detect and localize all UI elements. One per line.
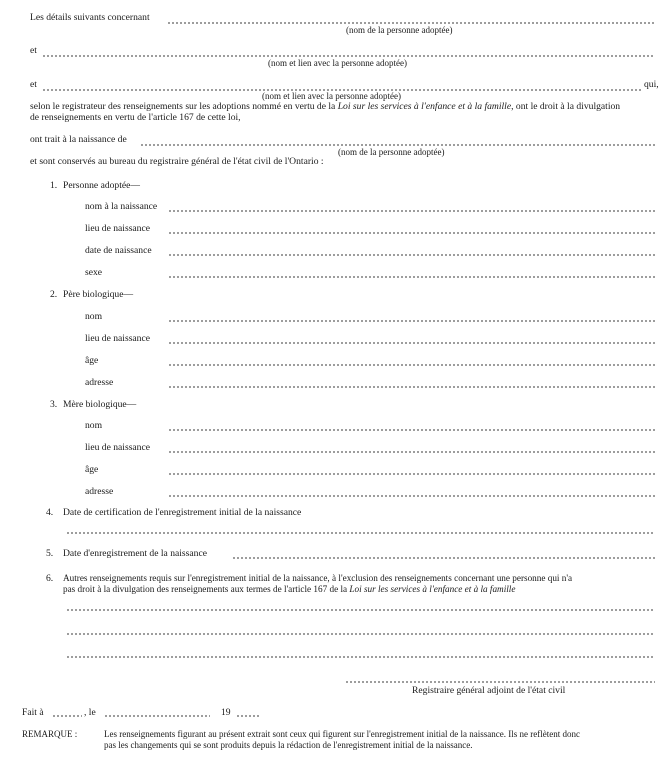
item-6-dots-line2[interactable] xyxy=(66,633,655,635)
section-1-field-dots[interactable] xyxy=(168,210,655,212)
item-5-number: 5. xyxy=(46,548,54,559)
section-3-number: 3. xyxy=(50,399,58,410)
intro-line1-caption: (nom de la personne adoptée) xyxy=(346,25,453,35)
intro-line3-caption: (nom et lien avec la personne adoptée) xyxy=(262,91,401,101)
section-2-field-dots[interactable] xyxy=(168,386,655,388)
fait-place-dots[interactable] xyxy=(52,715,82,717)
section-2-field-dots[interactable] xyxy=(168,342,655,344)
intro-line4-caption: (nom de la personne adoptée) xyxy=(338,147,445,157)
item-6-text-line2 xyxy=(63,584,515,595)
item-4-number: 4. xyxy=(46,507,54,518)
intro-line1-label: Les détails suivants concernant xyxy=(30,12,150,23)
section-2-field-label: nom xyxy=(85,311,103,322)
intro-paragraph-line1 xyxy=(30,101,620,112)
item-6-text-part-b: pas droit à la divulgation des renseignements aux termes de l'article 167 de la xyxy=(63,584,350,594)
intro-line1-dots[interactable] xyxy=(167,22,655,24)
section-1-number: 1. xyxy=(50,180,58,191)
item-6-text-line1: Autres renseignements requis sur l'enregistrement initial de la naissance, à l'exclusion des renseignements concernant une personne qui n'a xyxy=(63,573,573,583)
section-3-field-dots[interactable] xyxy=(168,429,655,431)
section-2-field-label: lieu de naissance xyxy=(85,333,150,344)
section-2-field-dots[interactable] xyxy=(168,320,655,322)
section-2-field-label: âge xyxy=(85,355,99,366)
intro-line3-tail: qui, xyxy=(644,79,659,90)
year-dots[interactable] xyxy=(236,715,260,717)
intro-paragraph-line2: de renseignements en vertu de l'article 167 de cette loi, xyxy=(30,112,241,123)
section-1-field-dots[interactable] xyxy=(168,232,655,234)
intro-line2-caption: (nom et lien avec la personne adoptée) xyxy=(268,58,407,68)
intro-line2-dots[interactable] xyxy=(42,55,655,57)
intro-line5: et sont conservés au bureau du registraire général de l'état civil de l'Ontario : xyxy=(30,156,324,167)
intro-line3-label: et xyxy=(30,79,37,90)
remarque-line1: Les renseignements figurant au présent extrait sont ceux qui figurent sur l'enregistrement initial de la naissance. Ils ne reflètent donc xyxy=(104,729,580,739)
section-3-title: Mère biologique— xyxy=(63,399,137,410)
section-2-number: 2. xyxy=(50,289,58,300)
remarque-line2: pas les changements qui se sont produits depuis la rédaction de l'enregistrement initial de la naissance. xyxy=(104,740,473,750)
section-3-field-dots[interactable] xyxy=(168,451,655,453)
section-2-field-dots[interactable] xyxy=(168,364,655,366)
item-5-label: Date d'enregistrement de la naissance xyxy=(63,548,207,559)
section-3-field-dots[interactable] xyxy=(168,495,655,497)
item-4-dots[interactable] xyxy=(66,532,655,534)
year-label: 19 xyxy=(221,707,231,718)
remarque-label: REMARQUE : xyxy=(22,729,78,739)
section-1-field-dots[interactable] xyxy=(168,276,655,278)
section-2-title: Père biologique— xyxy=(63,289,134,300)
section-1-field-dots[interactable] xyxy=(168,254,655,256)
intro-line2-label: et xyxy=(30,45,37,56)
signature-title: Registraire général adjoint de l'état civil xyxy=(412,685,566,696)
section-3-field-dots[interactable] xyxy=(168,473,655,475)
section-3-field-label: lieu de naissance xyxy=(85,442,150,453)
section-3-field-label: adresse xyxy=(85,486,114,497)
intro-paragraph-part-b: , ont le droit à la divulgation xyxy=(511,101,621,112)
le-label: , le xyxy=(84,707,96,718)
item-6-dots-line1[interactable] xyxy=(66,609,655,611)
section-1-field-label: nom à la naissance xyxy=(85,201,158,212)
section-3-field-label: nom xyxy=(85,420,103,431)
section-2-field-label: adresse xyxy=(85,377,114,388)
section-1-title: Personne adoptée— xyxy=(63,180,140,191)
intro-line4-label: ont trait à la naissance de xyxy=(30,134,127,145)
signature-dots[interactable] xyxy=(345,681,655,683)
intro-line4-dots[interactable] xyxy=(140,144,655,146)
section-1-field-label: sexe xyxy=(85,267,103,278)
item-6-dots-line3[interactable] xyxy=(66,656,655,658)
section-1-field-label: lieu de naissance xyxy=(85,223,150,234)
item-6-law: Loi sur les services à l'enfance et à la famille xyxy=(349,584,516,594)
item-6-number: 6. xyxy=(46,573,54,584)
fait-label: Fait à xyxy=(22,707,44,718)
intro-paragraph-law: Loi sur les services à l'enfance et à la famille xyxy=(337,101,512,112)
item-5-dots[interactable] xyxy=(232,557,655,559)
item-4-label: Date de certification de l'enregistrement initial de la naissance xyxy=(63,507,302,518)
intro-paragraph-part-a: selon le registrateur des renseignements sur les adoptions nommé en vertu de la xyxy=(30,101,338,112)
section-3-field-label: âge xyxy=(85,464,99,475)
date-dots[interactable] xyxy=(104,715,210,717)
section-1-field-label: date de naissance xyxy=(85,245,152,256)
